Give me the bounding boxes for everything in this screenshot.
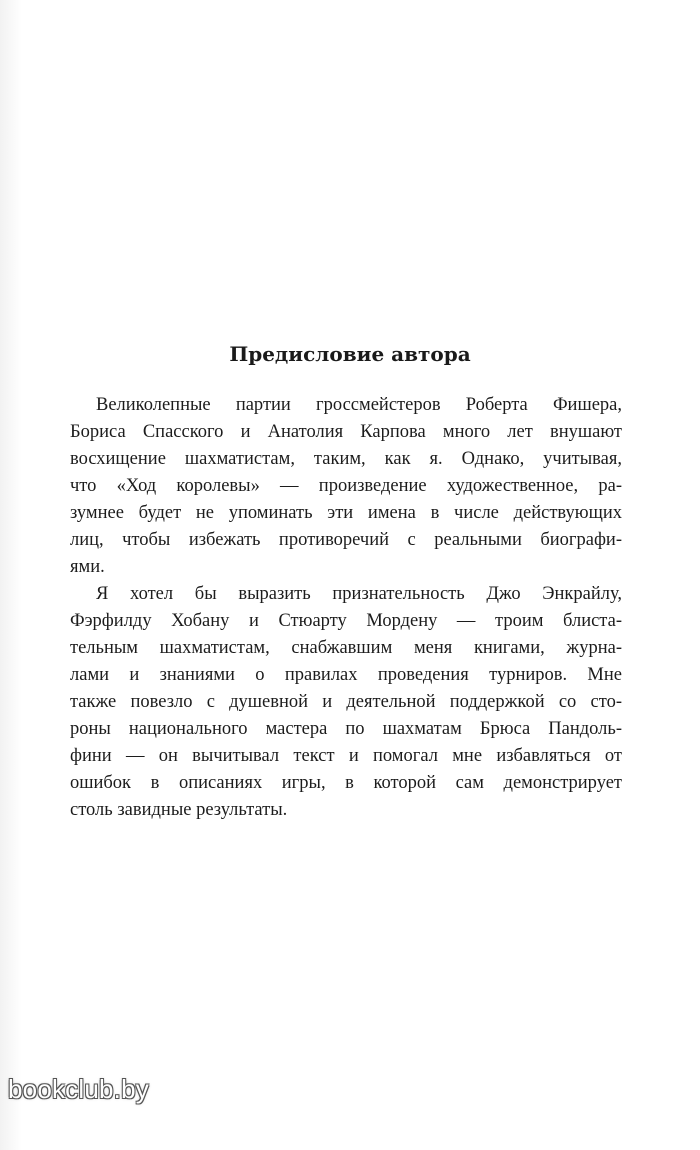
text-line: фини — он вычитывал текст и помогал мне избавляться от	[70, 746, 622, 766]
text-line: лами и знаниями о правилах проведения турниров. Мне	[70, 665, 622, 685]
text-line: также повезло с душевной и деятельной поддержкой со сто-	[70, 692, 622, 712]
text-line: тельным шахматистам, снабжавшим меня книгами, журна-	[70, 638, 622, 658]
text-line: что «Ход королевы» — произведение художественное, ра-	[70, 476, 622, 496]
text-line: зумнее будет не упоминать эти имена в числе действующих	[70, 503, 622, 523]
text-line: Бориса Спасского и Анатолия Карпова много лет внушают	[70, 422, 622, 442]
preface-body	[70, 392, 622, 824]
text-line: столь завидные результаты.	[70, 800, 288, 820]
text-line: ями.	[70, 557, 105, 577]
paragraph-1	[70, 392, 622, 581]
paragraph-2	[70, 581, 622, 824]
text-line: лиц, чтобы избежать противоречий с реальными биографи-	[70, 530, 622, 550]
text-line: восхищение шахматистам, таким, как я. Однако, учитывая,	[70, 449, 622, 469]
text-line: ошибок в описаниях игры, в которой сам демонстрирует	[70, 773, 622, 793]
text-line: Я хотел бы выразить признательность Джо Энкрайлу,	[96, 584, 622, 604]
text-line: Великолепные партии гроссмейстеров Роберта Фишера,	[96, 395, 622, 415]
text-line: Фэрфилду Хобану и Стюарту Мордену — троим блиста-	[70, 611, 622, 631]
page-title: Предисловие автора	[229, 342, 471, 366]
text-line: роны национального мастера по шахматам Брюса Пандоль-	[70, 719, 622, 739]
site-watermark: bookclub.by	[8, 1074, 149, 1104]
page-edge-shadow	[0, 0, 22, 1150]
